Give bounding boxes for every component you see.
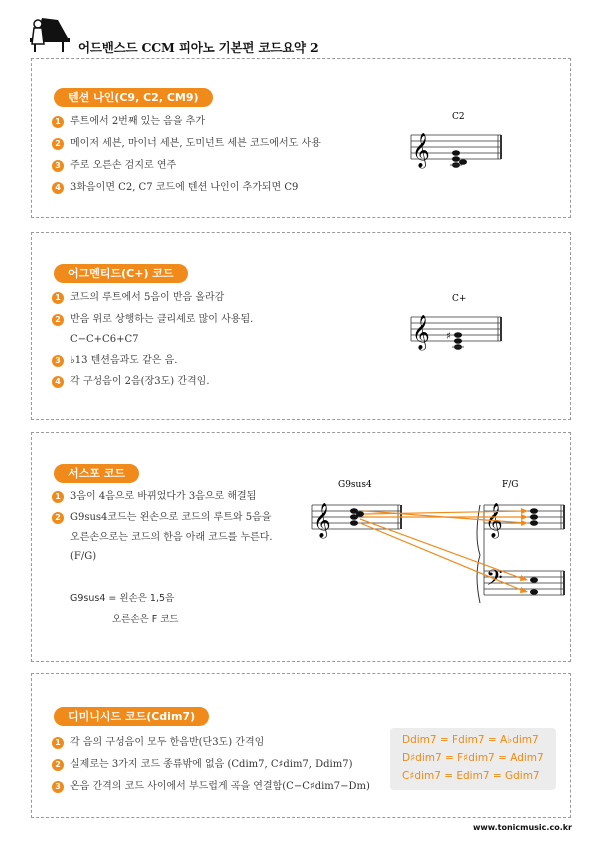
number-badge: 4: [52, 376, 64, 388]
list-item: [52, 511, 271, 525]
item-continuation: (F/G): [70, 551, 97, 562]
treble-clef-icon: 𝄞: [313, 503, 331, 538]
list-item: [52, 354, 177, 368]
section-title: 디미니시드 코드(Cdim7): [54, 707, 209, 726]
list-item: [52, 291, 224, 305]
list-item: [52, 181, 298, 195]
number-badge: 2: [52, 512, 64, 524]
number-badge: 1: [52, 116, 64, 128]
chord-notes: [446, 331, 464, 350]
note-text: 오른손은 F 코드: [112, 614, 179, 625]
item-text: 온음 간격의 코드 사이에서 부드럽게 곡을 연결함(C−C♯dim7−Dm): [70, 781, 370, 792]
list-item: [52, 490, 256, 504]
equivalence-line: C♯dim7 = Edim7 = Gdim7: [402, 770, 540, 782]
item-text: 3음이 4음으로 바뀌었다가 3음으로 해결됨: [70, 491, 257, 502]
sus4-resolution-diagram: [308, 475, 568, 605]
treble-clef-icon: 𝄞: [412, 315, 430, 350]
number-badge: 3: [52, 160, 64, 172]
chord-label: C+: [452, 294, 467, 304]
item-text: 각 구성음이 2음(장3도) 간격임.: [70, 376, 210, 387]
chord-label: G9sus4: [338, 480, 372, 490]
list-item: [52, 137, 321, 151]
list-item: [52, 758, 353, 772]
note-text: G9sus4 = 왼손은 1,5음: [70, 593, 175, 604]
section-title: 텐션 나인(C9, C2, CM9): [54, 88, 213, 107]
number-badge: 2: [52, 138, 64, 150]
treble-clef-icon: 𝄞: [412, 133, 430, 168]
item-text: 각 음의 구성음이 모두 한음반(단3도) 간격임: [70, 737, 265, 748]
list-item: [52, 159, 176, 173]
equivalence-line: D♯dim7 = F♯dim7 = Adim7: [402, 752, 544, 764]
number-badge: 2: [52, 759, 64, 771]
section-diminished: [31, 673, 571, 818]
section-sus4: [31, 432, 571, 662]
number-badge: 1: [52, 737, 64, 749]
pianist-logo-icon: [28, 10, 72, 54]
number-badge: 3: [52, 781, 64, 793]
item-text: 메이저 세븐, 마이너 세븐, 도미넌트 세븐 코드에서도 사용: [70, 138, 321, 149]
music-staff: [406, 107, 506, 177]
chord-label: F/G: [502, 480, 519, 490]
footer-url[interactable]: www.tonicmusic.co.kr: [472, 823, 572, 832]
item-continuation: 오른손으로는 코드의 한음 아래 코드를 누른다.: [70, 532, 273, 543]
bass-clef-icon: 𝄢: [486, 566, 503, 596]
list-item: [52, 313, 253, 327]
section-tension-nine: [31, 58, 571, 218]
item-text: 코드의 루트에서 5음이 반음 올라감: [70, 292, 225, 303]
section-title: 어그멘티드(C+) 코드: [54, 264, 188, 283]
list-item: [52, 736, 264, 750]
number-badge: 3: [52, 355, 64, 367]
item-text: 실제로는 3가지 코드 종류밖에 없음 (Cdim7, C♯dim7, Ddim7): [70, 759, 353, 770]
number-badge: 1: [52, 491, 64, 503]
number-badge: 4: [52, 182, 64, 194]
chord-label: C2: [452, 112, 465, 122]
list-item: [52, 375, 210, 389]
music-staff: [406, 289, 506, 359]
item-text: 루트에서 2번째 있는 음을 추가: [70, 116, 205, 127]
sharp-icon: ♯: [446, 331, 451, 342]
item-text: ♭13 텐션음과도 같은 음.: [70, 355, 178, 366]
treble-clef-icon: 𝄞: [485, 503, 503, 538]
item-text: G9sus4코드는 왼손으로 코드의 루트와 5음을: [70, 512, 272, 523]
item-text: 반음 위로 상행하는 클리셰로 많이 사용됨.: [70, 314, 254, 325]
section-augmented: [31, 232, 571, 420]
dim-equivalence-box: [390, 728, 556, 790]
section-title: 서스포 코드: [54, 464, 139, 483]
chord-progression: C−C+C6+C7: [70, 334, 139, 345]
number-badge: 2: [52, 314, 64, 326]
item-text: 주로 오른손 검지로 연주: [70, 160, 177, 171]
number-badge: 1: [52, 292, 64, 304]
item-text: 3화음이면 C2, C7 코드에 텐션 나인이 추가되면 C9: [70, 182, 299, 193]
list-item: [52, 115, 205, 129]
page-header: [28, 10, 588, 58]
chord-notes: [530, 508, 538, 595]
equivalence-line: Ddim7 = Fdim7 = A♭dim7: [402, 734, 539, 746]
list-item: [52, 780, 370, 794]
page-title: 어드밴스드 CCM 피아노 기본편 코드요약 2: [78, 40, 319, 55]
